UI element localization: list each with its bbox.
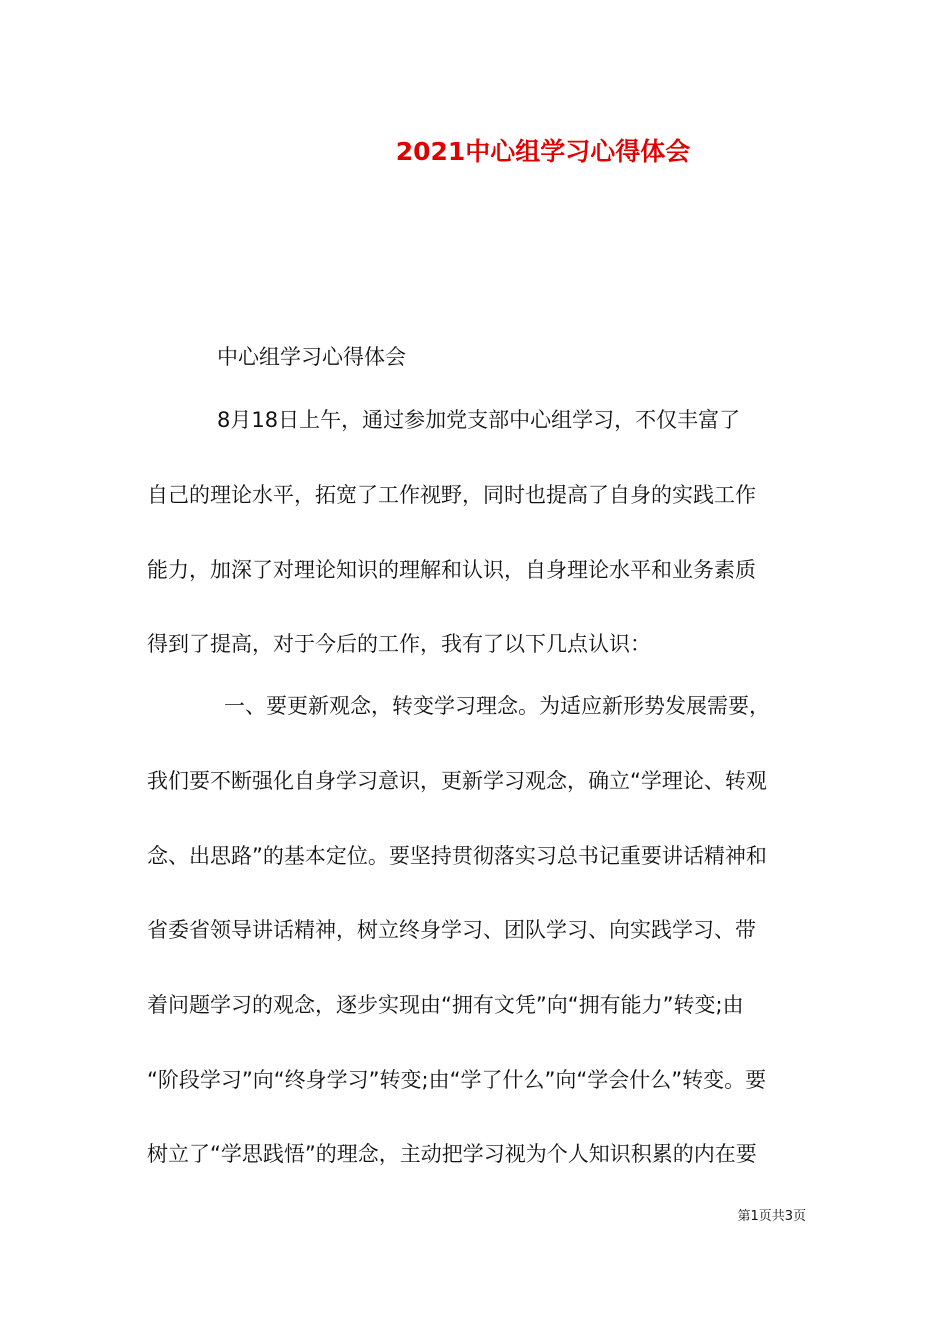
paragraph-line: 着问题学习的观念，逐步实现由“拥有文凭”向“拥有能力”转变;由 [147,993,744,1017]
paragraph-line: 自己的理论水平，拓宽了工作视野，同时也提高了自身的实践工作 [147,483,756,507]
paragraph-line: 树立了“学思践悟”的理念，主动把学习视为个人知识积累的内在要 [147,1142,757,1166]
paragraph-line: 我们要不断强化自身学习意识，更新学习观念，确立“学理论、转观 [147,769,767,793]
paragraph-line: 8月18日上午，通过参加党支部中心组学习，不仅丰富了 [217,408,741,432]
document-title: 2021中心组学习心得体会 [395,137,691,166]
section-heading: 中心组学习心得体会 [217,345,406,369]
paragraph-line: 能力，加深了对理论知识的理解和认识，自身理论水平和业务素质 [147,558,756,582]
paragraph-line: 一、要更新观念，转变学习理念。为适应新形势发展需要， [224,694,770,718]
paragraph-line: 念、出思路”的基本定位。要坚持贯彻落实习总书记重要讲话精神和 [147,844,767,868]
page-footer: 第1页共3页 [737,1209,806,1224]
paragraph-line: 省委省领导讲话精神，树立终身学习、团队学习、向实践学习、带 [147,918,756,942]
paragraph-line: “阶段学习”向“终身学习”转变;由“学了什么”向“学会什么”转变。要 [147,1068,767,1092]
paragraph-line: 得到了提高，对于今后的工作，我有了以下几点认识： [147,632,651,656]
